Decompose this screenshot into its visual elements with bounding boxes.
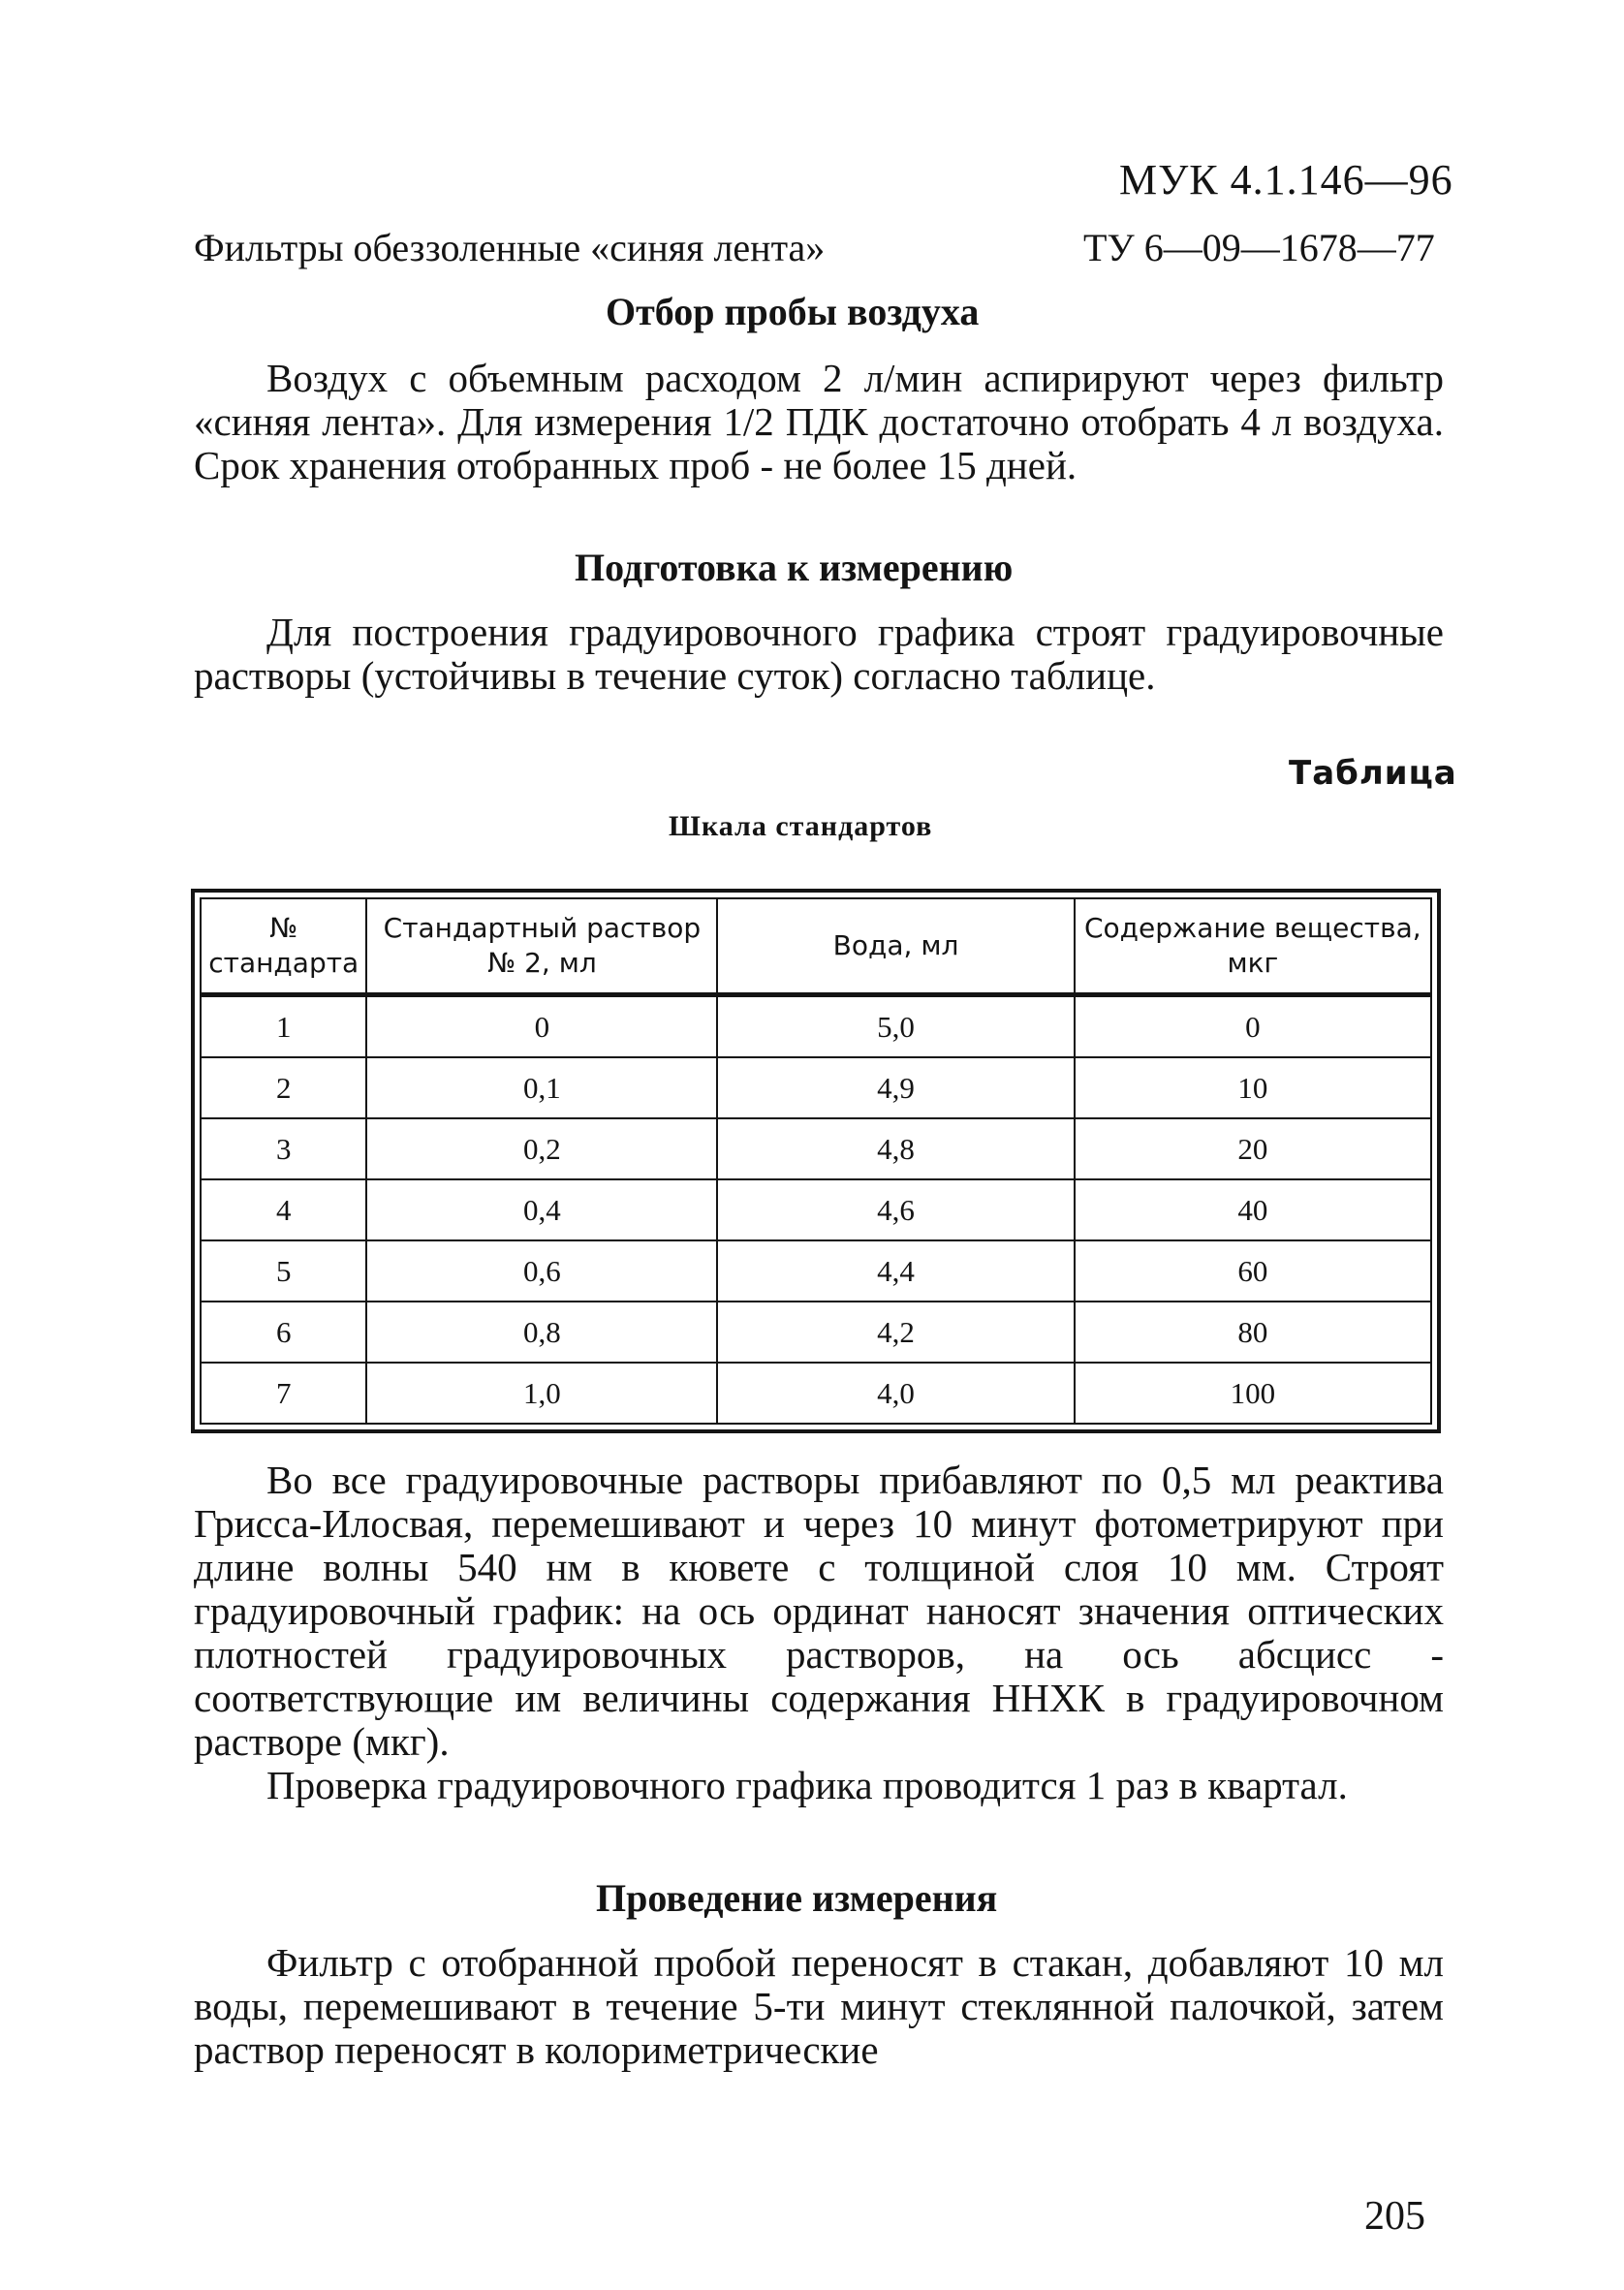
document-code: МУК 4.1.146—96: [1119, 156, 1453, 204]
table-row: [201, 1302, 1431, 1363]
table-cell: 40: [1075, 1179, 1431, 1240]
table-cell: 4,0: [717, 1363, 1074, 1424]
table-title: Шкала стандартов: [669, 810, 933, 842]
table-cell: 2: [201, 1057, 366, 1118]
table-row: [201, 1363, 1431, 1424]
table-cell: 100: [1075, 1363, 1431, 1424]
table-row: [201, 995, 1431, 1058]
filter-name: Фильтры обеззоленные «синяя лента»: [194, 226, 826, 269]
filter-spec-code: ТУ 6—09—1678—77: [1083, 226, 1435, 269]
table-cell: 5,0: [717, 995, 1074, 1058]
section-heading-preparation: Подготовка к измерению: [575, 546, 1014, 589]
table-cell: 20: [1075, 1118, 1431, 1179]
paragraph-calibration: Во все градуировочные растворы прибавляют по 0,5 мл реактива Грисса-Илосвая, перемешивают и через 10 минут фотометрируют при длине волны 540 нм в кювете с толщиной слоя 10 мм. Строят градуировочный график: на ось ординат наносят значения оптических плотностей градуировочных растворов, на ось абсцисс - соответствующие им величины содержания ННХК в градуировочном растворе (мкг).: [194, 1458, 1444, 1764]
table-cell: 4,4: [717, 1240, 1074, 1302]
table-cell: 0,6: [366, 1240, 717, 1302]
table-cell: 4,6: [717, 1179, 1074, 1240]
header-cell-standard-number: № стандарта: [201, 898, 366, 995]
table-cell: 4,8: [717, 1118, 1074, 1179]
table-cell: 4,2: [717, 1302, 1074, 1363]
table-cell: 0,2: [366, 1118, 717, 1179]
paragraph-measurement: Фильтр с отобранной пробой переносят в стакан, добавляют 10 мл воды, перемешивают в течение 5-ти минут стеклянной палочкой, затем раствор переносят в колориметрические: [194, 1940, 1444, 2072]
header-cell-water: Вода, мл: [717, 898, 1074, 995]
table-cell: 10: [1075, 1057, 1431, 1118]
table-cell: 4,9: [717, 1057, 1074, 1118]
table-cell: 0,4: [366, 1179, 717, 1240]
paragraph-sampling: Воздух с объемным расходом 2 л/мин аспирируют через фильтр «синяя лента». Для измерения 1/2 ПДК достаточно отобрать 4 л воздуха. Срок хранения отобранных проб - не более 15 дней.: [194, 356, 1444, 487]
standards-table: [191, 889, 1441, 1433]
table-cell: 60: [1075, 1240, 1431, 1302]
section-heading-sampling: Отбор пробы воздуха: [606, 290, 980, 333]
table-cell: 4: [201, 1179, 366, 1240]
table-cell: 5: [201, 1240, 366, 1302]
table-cell: 3: [201, 1118, 366, 1179]
paragraph-preparation: Для построения градуировочного графика строят градуировочные растворы (устойчивы в течение суток) согласно таблице.: [194, 610, 1444, 698]
table-row: [201, 1118, 1431, 1179]
section-heading-measurement: Проведение измерения: [596, 1876, 998, 1920]
header-cell-standard-solution: Стандартный раствор № 2, мл: [366, 898, 717, 995]
table-row: [201, 1057, 1431, 1118]
table-cell: 0: [366, 995, 717, 1058]
table-row: [201, 1240, 1431, 1302]
table-cell: 1,0: [366, 1363, 717, 1424]
table-cell: 0,8: [366, 1302, 717, 1363]
table-row: [201, 1179, 1431, 1240]
table-cell: 0: [1075, 995, 1431, 1058]
table-cell: 6: [201, 1302, 366, 1363]
table-cell: 80: [1075, 1302, 1431, 1363]
table-cell: 7: [201, 1363, 366, 1424]
table-label: Таблица: [1289, 754, 1457, 793]
paragraph-calibration-check: Проверка градуировочного графика проводится 1 раз в квартал.: [266, 1763, 1348, 1807]
table-header-row: [201, 898, 1431, 995]
page-number: 205: [1364, 2194, 1425, 2239]
table-cell: 1: [201, 995, 366, 1058]
table-cell: 0,1: [366, 1057, 717, 1118]
header-cell-content: Содержание вещества, мкг: [1075, 898, 1431, 995]
